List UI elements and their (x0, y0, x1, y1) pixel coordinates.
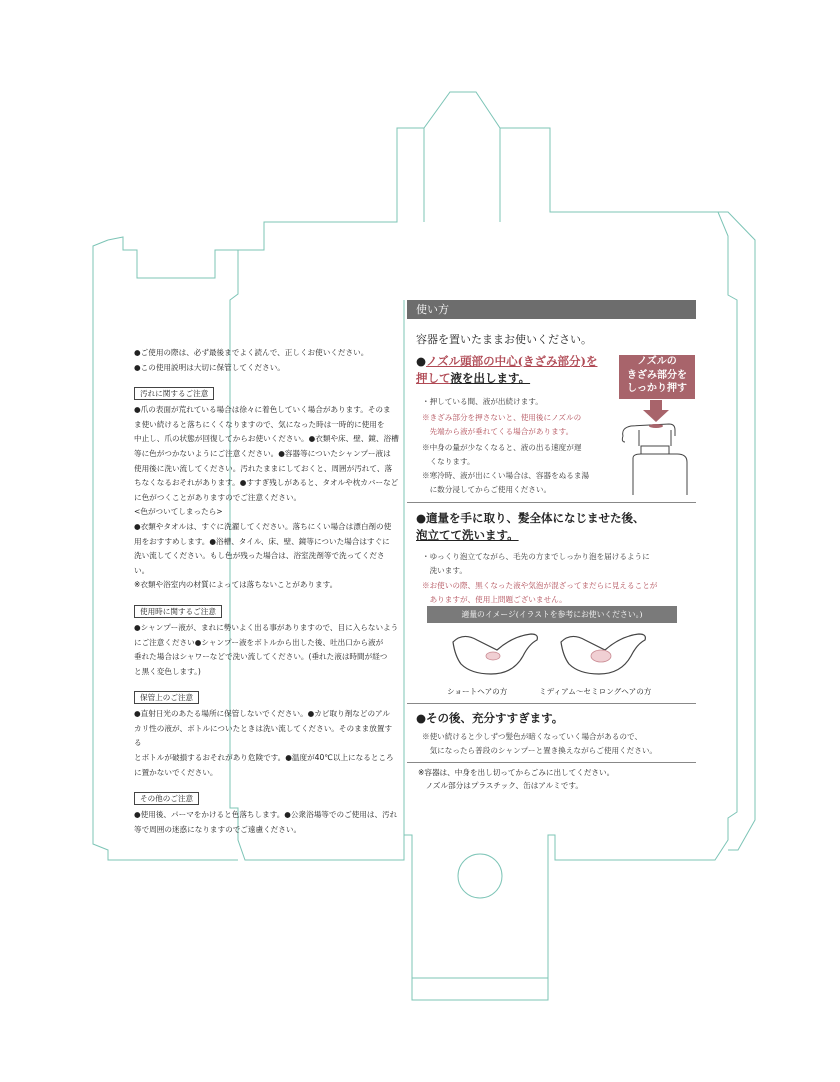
left-panel (134, 346, 399, 837)
step-2-line-2: 泡立てて洗います。 (416, 528, 519, 542)
text-line: ●直射日光のあたる場所に保管しないでください。●カビ取り剤などのアル (134, 709, 390, 719)
section-heading: 汚れに関するご注意 (134, 387, 214, 400)
text-line: カリ性の液が、ボトルについたときは洗い流してください。そのまま放置する (134, 723, 393, 748)
section-stain (134, 381, 399, 593)
step-2 (416, 510, 686, 544)
step-1-note: ・押している間、液が出続けます。 (422, 397, 543, 406)
text-line: 等で周囲の迷惑になりますのでご遠慮ください。 (134, 824, 302, 834)
intro-line: ●ご使用の際は、必ず最後までよく読んで、正しくお使いください。 (134, 348, 369, 357)
text-line: ●爪の表面が荒れている場合は徐々に着色していく場合があります。そのま (134, 405, 391, 415)
bullet: ● (416, 354, 427, 368)
nozzle-illustration (617, 400, 697, 495)
callout-line: ノズルの (637, 356, 677, 367)
step-2-note: 洗います。 (422, 566, 467, 575)
down-arrow-icon (643, 400, 669, 422)
section-heading: 保管上のご注意 (134, 691, 199, 704)
section-heading: 使用時に関するご注意 (134, 605, 222, 618)
callout-line: きざみ部分を (627, 369, 687, 381)
text-line: 使用後に洗い流してください。汚れたままにしておくと、周囲が汚れて、落 (134, 463, 393, 473)
text-line: 中止し、爪の状態が回復してからお使いください。●衣類や床、壁、鏡、浴槽 (134, 434, 399, 444)
text-line: 等に色がつかないようにご注意ください。●容器等についたシャンプー液は (134, 448, 391, 458)
text-line: ※衣類や浴室内の材質によっては落ちないことがあります。 (134, 580, 338, 590)
step-2-line-1: ●適量を手に取り、髪全体になじませた後、 (416, 511, 645, 525)
text-line: にご注意ください●シャンプー液をボトルから出した後、吐出口から液が (134, 637, 384, 647)
step-3-note: 気になったら普段のシャンプーと置き換えながらご使用ください。 (422, 746, 658, 755)
step-3-note: ※使い続けると少しずつ髪色が暗くなっていく場合があるので、 (422, 732, 643, 741)
step-1-highlight-press: 押して (416, 371, 451, 385)
step-1 (416, 353, 616, 387)
section-heading: その他のご注意 (134, 792, 199, 805)
text-line: ●シャンプー液が、まれに勢いよく出る事がありますので、目に入らないよう (134, 622, 399, 632)
text-line: に置かないでください。 (134, 767, 218, 777)
text-line: 垂れた場合はシャワーなどで洗い流してください。(垂れた液は時間が経つ (134, 652, 388, 662)
disposal-line: ※容器は、中身を出し切ってからごみに出してください。 (418, 768, 615, 777)
step-2-note: ・ゆっくり泡立てながら、毛先の方までしっかり泡を届けるように (422, 552, 650, 561)
container-disposal-note (418, 766, 614, 792)
disposal-line: ノズル部分はプラスチック、缶はアルミです。 (418, 781, 583, 790)
divider (407, 502, 696, 503)
lead-text: 容器を置いたままお使いください。 (416, 333, 592, 346)
text-line: 用をおすすめします。●浴槽、タイル、床、壁、鏡等についた場合はすぐに (134, 536, 390, 546)
text-line: ●衣類やタオルは、すぐに洗濯してください。落ちにくい場合は漂白剤の使 (134, 521, 392, 531)
step-2-note: ※お使いの際、黒くなった液や気泡が混ざってまだらに見えることが (422, 581, 658, 590)
step-1-note: ※きざみ部分を押さないと、使用後にノズルの (422, 413, 582, 422)
bottle-nozzle-icon (622, 424, 687, 495)
text-line: 洗い流してください。もし色が残った場合は、浴室洗剤等で洗ってください。 (134, 551, 385, 575)
step-1-note: ※中身の量が少なくなると、液の出る速度が遅 (422, 443, 582, 452)
text-line: ま使い続けると落ちにくくなりますので、気になった時は一時的に使用を (134, 419, 385, 429)
section-other (134, 786, 399, 837)
step-1-note: くなります。 (422, 457, 475, 466)
section-usage (134, 599, 399, 679)
nozzle-callout (619, 355, 695, 399)
caption-short: ショートヘアの方 (447, 687, 508, 696)
step-1-note: ※寒冷時、液が出にくい場合は、容器をぬるま湯 (422, 471, 590, 480)
hand-illustration-short (451, 630, 541, 680)
callout-line: しっかり押す (627, 383, 687, 394)
divider (407, 762, 696, 763)
step-1-note: に数分浸してからご使用ください。 (422, 485, 552, 494)
step-2-note: ありますが、使用上問題ございません。 (422, 595, 567, 604)
text-line: ちなくなるおそれがあります。●すすぎ残しがあると、タオルや枕カバーなど (134, 478, 399, 488)
step-1-highlight: ノズル頭部の中心(きざみ部分)を (426, 354, 598, 368)
amount-image-bar: 適量のイメージ(イラストを参考にお使いください。) (427, 606, 677, 623)
step-3: ●その後、充分すすぎます。 (416, 711, 564, 725)
hand-illustration-medium (559, 630, 649, 680)
right-panel (407, 300, 696, 755)
divider (407, 703, 696, 704)
text-line: <色がついてしまったら> (134, 507, 223, 517)
step-1-rest: 液を出します。 (450, 371, 531, 385)
shampoo-drop-large (591, 650, 611, 662)
text-line: ●使用後、パーマをかけると色落ちします。●公衆浴場等でのご使用は、汚れ (134, 810, 398, 820)
text-line: とボトルが破損するおそれがあり危険です。●温度が40℃以上になるところ (134, 753, 394, 763)
caption-medium: ミディアム～セミロングヘアの方 (539, 687, 652, 696)
how-to-use-title: 使い方 (407, 300, 696, 319)
step-1-note: 先端から液が垂れてくる場合があります。 (422, 427, 574, 436)
section-storage (134, 685, 399, 780)
step-1-line-1 (416, 353, 616, 370)
text-line: と黒く変色します。) (134, 666, 201, 676)
text-line: に色がつくことがありますのでご注意ください。 (134, 492, 302, 502)
step-1-line-2 (416, 370, 616, 387)
intro-line: ●この使用説明は大切に保管してください。 (134, 362, 285, 372)
shampoo-drop-small (486, 652, 500, 660)
